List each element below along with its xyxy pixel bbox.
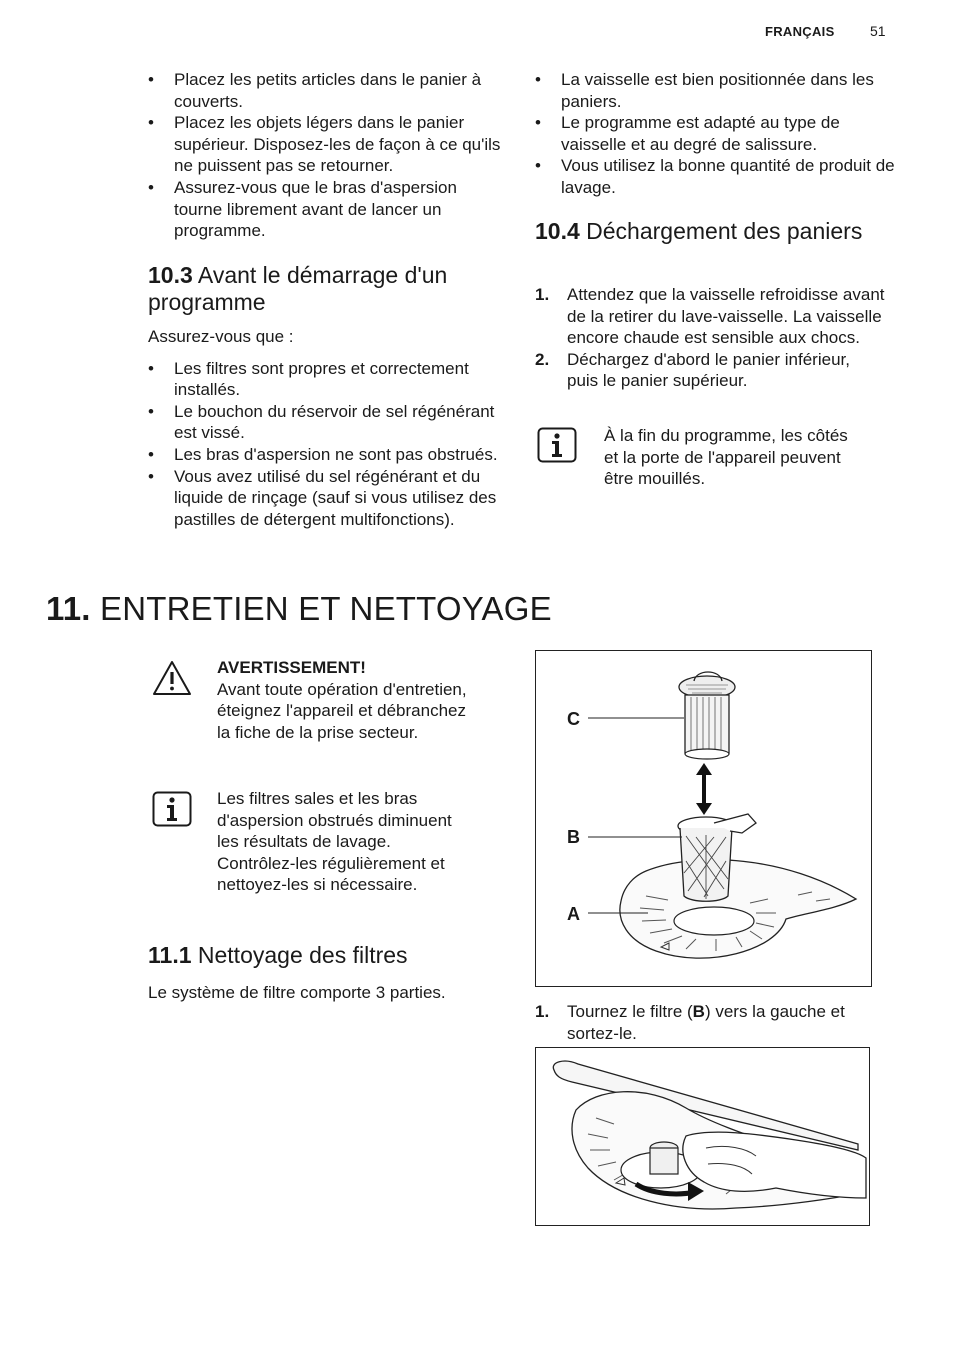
warning-text: Avant toute opération d'entretien, éteignez l'appareil et débranchez la fiche de la prise secteur. xyxy=(217,679,467,742)
intro-list xyxy=(148,69,508,242)
list-item: • Assurez-vous que le bras d'aspersion tourne librement avant de lancer un programme. xyxy=(148,177,508,242)
filter-parts-figure xyxy=(535,650,872,987)
conditions-list xyxy=(535,69,895,199)
step-number: 2. xyxy=(535,349,550,369)
header-language: FRANÇAIS xyxy=(765,24,835,39)
section-10-4-steps xyxy=(535,284,885,392)
warning-block xyxy=(217,657,467,743)
list-item: • Les filtres sont propres et correctement installés. xyxy=(148,358,508,401)
chapter-11-heading xyxy=(46,590,646,628)
list-item: • Vous avez utilisé du sel régénérant et du liquide de rinçage (sauf si vous utilisez des pastilles de détergent multifonctions). xyxy=(148,466,508,531)
step-item xyxy=(535,1001,890,1044)
intro-list-block xyxy=(148,69,508,242)
step-number: 1. xyxy=(535,1002,550,1021)
section-title: Déchargement des paniers xyxy=(586,218,863,244)
list-item: • Placez les petits articles dans le panier à couverts. xyxy=(148,69,508,112)
section-10-3-heading xyxy=(148,262,508,316)
step-number: 1. xyxy=(535,285,550,304)
step-text: Attendez que la vaisselle refroidisse avant de la retirer du lave-vaisselle. La vaisselle encore chaude est sensible aux chocs. xyxy=(567,285,885,348)
info-note-10-4: À la fin du programme, les côtés et la porte de l'appareil peuvent être mouillés. xyxy=(604,426,848,489)
remove-filter-figure xyxy=(535,1047,870,1226)
section-11-1-text: Le système de filtre comporte 3 parties. xyxy=(148,983,446,1002)
label-a: A xyxy=(567,904,580,924)
section-number: 11.1 xyxy=(148,942,192,968)
info-icon xyxy=(152,791,192,827)
list-item: • Le programme est adapté au type de vaisselle et au degré de salissure. xyxy=(535,112,895,155)
step-text-end: ) vers la gauche et sortez-le. xyxy=(567,1002,845,1043)
step-text-start: Tournez le filtre ( xyxy=(567,1002,693,1021)
label-c: C xyxy=(567,709,580,729)
step-text: Déchargez d'abord le panier inférieur, puis le panier supérieur. xyxy=(567,349,850,391)
info-icon xyxy=(537,427,577,463)
step-item xyxy=(535,349,885,392)
label-b: B xyxy=(567,827,580,847)
steps-list xyxy=(535,284,885,392)
list-item: • Placez les objets légers dans le panier supérieur. Disposez-les de façon à ce qu'ils ne puissent pas se retourner. xyxy=(148,112,508,177)
chapter-title: ENTRETIEN ET NETTOYAGE xyxy=(100,590,552,627)
section-10-4-heading xyxy=(535,218,865,245)
right-list-block xyxy=(535,69,895,199)
list-item: • La vaisselle est bien positionnée dans les paniers. xyxy=(535,69,895,112)
step-item xyxy=(535,284,885,349)
list-item: • Le bouchon du réservoir de sel régénérant est vissé. xyxy=(148,401,508,444)
step-text-ref: B xyxy=(692,1002,705,1021)
warning-icon xyxy=(152,660,192,696)
section-title: Nettoyage des filtres xyxy=(197,942,408,968)
warning-title: AVERTISSEMENT! xyxy=(217,658,366,677)
step-1-block xyxy=(535,1001,890,1044)
page-number: 51 xyxy=(870,23,886,39)
list-item: • Les bras d'aspersion ne sont pas obstrués. xyxy=(148,444,508,466)
remove-filter-illustration xyxy=(536,1048,868,1224)
section-10-3-body xyxy=(148,326,508,530)
steps-list xyxy=(535,1001,890,1044)
chapter-number: 11. xyxy=(46,590,91,627)
checklist xyxy=(148,358,508,531)
filter-illustration xyxy=(536,651,870,985)
info-note-11: Les filtres sales et les bras d'aspersion obstrués diminuent les résultats de lavage. Contrôlez-les régulièrement et nettoyez-les si nécessaire. xyxy=(217,789,452,895)
lead-text: Assurez-vous que : xyxy=(148,327,294,346)
section-number: 10.3 xyxy=(148,262,193,288)
section-number: 10.4 xyxy=(535,218,580,244)
list-item: • Vous utilisez la bonne quantité de produit de lavage. xyxy=(535,155,895,198)
section-title: Avant le démarrage d'un programme xyxy=(148,262,448,315)
section-11-1-heading xyxy=(148,942,508,969)
